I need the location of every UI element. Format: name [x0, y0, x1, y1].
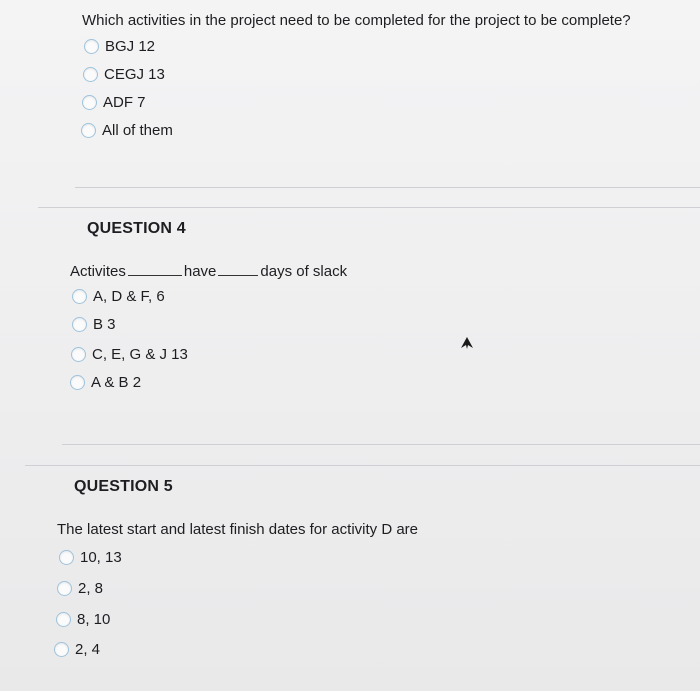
q4-option-1[interactable]: [72, 288, 165, 305]
radio-button[interactable]: [70, 375, 85, 390]
answer-blank: [218, 275, 258, 276]
radio-button[interactable]: [72, 317, 87, 332]
option-label: A, D & F, 6: [93, 288, 165, 305]
radio-button[interactable]: [72, 289, 87, 304]
question-4-text: [70, 263, 347, 280]
radio-button[interactable]: [82, 95, 97, 110]
q5-option-2[interactable]: [57, 580, 103, 597]
divider: [62, 444, 700, 445]
q4-option-4[interactable]: [70, 374, 141, 391]
q3-option-1[interactable]: [84, 38, 155, 55]
q3-option-4[interactable]: [81, 122, 173, 139]
q3-option-2[interactable]: [83, 66, 165, 83]
option-label: CEGJ 13: [104, 66, 165, 83]
question-4-text-part3: days of slack: [260, 263, 348, 280]
option-label: C, E, G & J 13: [92, 346, 188, 363]
radio-button[interactable]: [54, 642, 69, 657]
q5-option-3[interactable]: [56, 611, 110, 628]
divider: [75, 187, 700, 188]
radio-button[interactable]: [84, 39, 99, 54]
option-label: A & B 2: [91, 374, 142, 391]
radio-button[interactable]: [83, 67, 98, 82]
divider: [25, 465, 700, 466]
radio-button[interactable]: [56, 612, 71, 627]
radio-button[interactable]: [71, 347, 86, 362]
option-label: 2, 8: [78, 580, 104, 597]
radio-button[interactable]: [59, 550, 74, 565]
q4-option-2[interactable]: [72, 316, 116, 333]
question-5-text: The latest start and latest finish dates for activity D are: [57, 521, 418, 538]
q4-option-3[interactable]: [71, 346, 188, 363]
question-5-heading: QUESTION 5: [74, 478, 173, 495]
option-label: 2, 4: [75, 641, 101, 658]
option-label: BGJ 12: [105, 38, 156, 55]
radio-button[interactable]: [57, 581, 72, 596]
option-label: 8, 10: [77, 611, 111, 628]
option-label: All of them: [102, 122, 173, 139]
question-4-text-part2: have: [183, 263, 217, 280]
q5-option-1[interactable]: [59, 549, 122, 566]
divider: [38, 207, 700, 208]
answer-blank: [128, 275, 182, 276]
question-4-text-part1: Activites: [70, 263, 126, 280]
option-label: ADF 7: [103, 94, 146, 111]
radio-button[interactable]: [81, 123, 96, 138]
q5-option-4[interactable]: [54, 641, 100, 658]
question-3-text: Which activities in the project need to be completed for the project to be complete?: [82, 12, 631, 29]
mouse-pointer-icon: [460, 336, 474, 350]
q3-option-3[interactable]: [82, 94, 146, 111]
option-label: 10, 13: [80, 549, 122, 566]
question-4-heading: QUESTION 4: [87, 220, 186, 237]
option-label: B 3: [93, 316, 116, 333]
